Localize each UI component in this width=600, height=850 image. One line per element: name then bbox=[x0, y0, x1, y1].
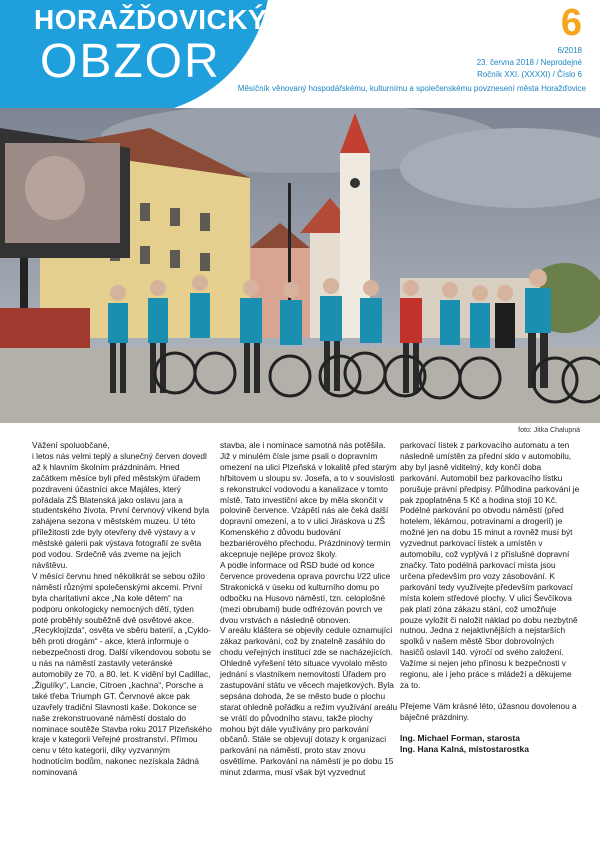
article-paragraph: parkovací lístek z parkovacího automatu a ten následně umístěn za přední sklo v automobilu, aby byl jasně viditelný, kdy končí doba parkování. Automobil bez parkovacího lístku porušuje právní předpisy. Půlhodina parkování je pak zpoplatněna 5 Kč a hodina stojí 10 Kč. Podélné parkování po obvodu náměstí (před hotelem, lékárnou, potravinami a drogerií) je možné jen na dobu 15 minut a rovněž musí být vyzvednut parkovací lístek a umístěn v automobilu, což vyplývá i z příslušné dopravní značky. Tato podélná parkovací místa jsou určena především pro vozy zásobování. K parkování tedy využívejte především parkovací místa kolem středové plochy. V ulici Ševčíkova pak platí zóna zákazu stání, což umožňuje pouze vyložit či naložit náklad po dobu nezbytně nutnou. Jedna z nejaktivnějších a nejstarších spolků v našem městě Sbor dobrovolných hasičů oslavil 140. výročí od svého založení. Važíme si nejen jeho přínosu k bezpečnosti v regionu, ale i jeho práce s mládeží a děkujeme za to. bbox=[400, 440, 580, 690]
article-paragraph: i letos nás velmi teplý a slunečný červen dovedl až k hlavním školním prázdninám. Hned začátkem měsíce byli před městským úřadem pozdraveni účastníci akce Majáles, který pořádala ZŠ Blatenská jako oslavu jara a studentského života. První červnový víkend byla zahájena sezona v městském muzeu. U této příležitosti zde byly otevřeny dvě výstavy a v městské galerii pak výstava fotografií ze světa pod vodou. Srdečně vás zveme na jejich návštěvu. bbox=[32, 450, 210, 570]
article-paragraph: A podle informace od ŘSD bude od konce července provedena oprava povrchu I/22 ulice Strakonická v úseku od kulturního domu po odbočku na Husovo náměstí, tzn. celoplošné (mezi obrubami) bude odfrézován povrch ve dvou vrstvách a následně obnoven. bbox=[220, 559, 391, 625]
group-of-cyclists-photo bbox=[0, 108, 600, 423]
greeting: Vážení spoluobčané, bbox=[32, 440, 110, 450]
article-column-2 bbox=[220, 440, 400, 778]
article-column-3 bbox=[400, 440, 580, 754]
closing-wish: Přejeme Vám krásné léto, úžasnou dovolenou a báječné prázdniny. bbox=[400, 700, 577, 722]
issue-date: 23. června 2018 / Neprodejné bbox=[476, 58, 582, 67]
article-paragraph: stavba, ale i nominace samotná nás potěšila. bbox=[220, 440, 386, 450]
article-paragraph: Již v minulém čísle jsme psali o dopravním omezení na ulici Plzeňská v lokalitě před starým hřbitovem u sloupu sv. Josefa, a to v souvislosti s rekonstrukcí vodovodu a kanalizace v tomto místě. Tato investiční akce by měla skončit v polovině července. Vzápětí nás ale čeká další dopravní omezení, a to v ulici Jiráskova u ZŠ Komenského z důvodu budování bezbariérového přechodu. Prázdninový termín akcepnuje nejlépe provoz školy. bbox=[220, 450, 397, 560]
issue-number: 6 bbox=[560, 2, 582, 44]
masthead-title-main: OBZOR bbox=[40, 35, 221, 88]
masthead-title-top: HORAŽĎOVICKÝ bbox=[34, 4, 268, 35]
photo-credit: foto: Jitka Chalupná bbox=[518, 427, 580, 434]
signature-deputy-mayor: Ing. Hana Kalná, místostarostka bbox=[400, 743, 529, 754]
issue-volume: Ročník XXI. (XXXXI) / Číslo 6 bbox=[477, 70, 582, 79]
article-column-1 bbox=[32, 440, 212, 778]
article-paragraph: V měsíci červnu hned několikrát se sebou ožilo náměstí různými společenskými akcemi. První byla charitativní akce „Na kole dětem“ na podporu onkologicky nemocných dětí, týden poté proběhly souběžně dvě osvětové akce. „Recyklojízda“, osvěta ve sběru baterií, a „Cyklo-běh proti drogám“ - akce, která informuje o nebezpečnosti drog. Další víkendovou sobotu se u nás na náměstí zastavily veteránské automobily ze 70. a 80. let. K vidění byl Cadillac, „Žigulíky“, Lancie, Citroen „kachna“, Porsche a také třeba Triumph GT. Červnové akce pak uzavřely tradiční Slavnosti kaše. Dokonce se naše zrekonstruované náměstí dostalo do nominace soutěže Stavba roku 2017 Plzeňského kraje v kategorii Veřejné prostranství. Přímou cenu v této kategorii, díky vyzvanným hodnotícím bodům, nakonec nezískala žádná nominovaná bbox=[32, 570, 212, 778]
masthead-tagline: Měsíčník věnovaný hospodářskému, kulturnímu a společenskému povznesení města Horažďovice bbox=[237, 84, 586, 93]
issue-code: 6/2018 bbox=[557, 46, 582, 55]
signature-mayor: Ing. Michael Forman, starosta bbox=[400, 732, 520, 743]
article-paragraph: V areálu kláštera se objevily cedule oznamující zákaz parkování, což by znatelně zasáhlo do chodu veřejných institucí zde se nacházejících. Ohledně vyřešení této situace vyvolalo město jednání s vlastníkem nemovitosti Úřadem pro zastupování státu ve věcech majetkových. Byla sepsána dohoda, že se město bude o plochu starat ohledně pořádku a režim využívání areálu se vrátí do původního stavu, takže plochy mohou být dále využívány pro parkování občanů. Stále se objevují dotazy k organizaci parkování na náměstí, proto stav znovu osvětlíme. Parkování na náměstí je po dobu 15 minut zdarma, musí však být vyzvednut bbox=[220, 625, 398, 778]
